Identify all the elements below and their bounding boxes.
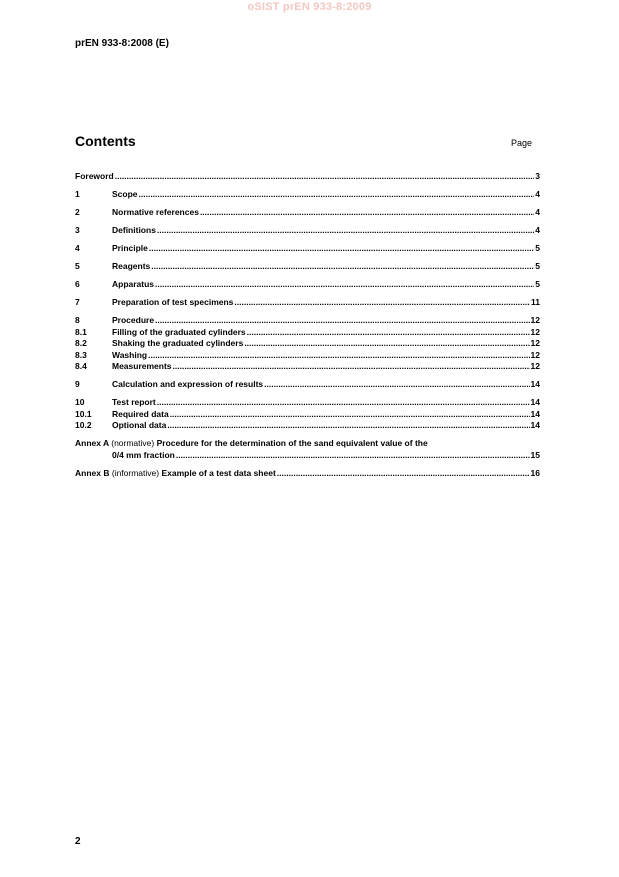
toc-entry-foreword[interactable]: [75, 171, 540, 183]
document-id: prEN 933-8:2008 (E): [75, 38, 169, 49]
toc-entry-page: 5: [535, 243, 540, 253]
annex-title-continued: 0/4 mm fraction: [112, 449, 175, 460]
toc-entry-title: Measurements: [112, 361, 172, 371]
toc-entry-10-1[interactable]: [75, 409, 540, 421]
table-of-contents: [75, 171, 540, 479]
page-column-label: Page: [511, 138, 533, 148]
toc-entry-title: Filling of the graduated cylinders: [112, 326, 246, 337]
toc-leader-dots: [170, 409, 530, 421]
toc-entry-9[interactable]: [75, 379, 540, 391]
toc-entry-8[interactable]: [75, 315, 540, 327]
toc-leader-dots: [277, 468, 530, 480]
toc-annex-b[interactable]: [75, 468, 540, 480]
toc-entry-3[interactable]: [75, 225, 540, 237]
toc-entry-number: 2: [75, 207, 80, 217]
toc-entry-page: 12: [530, 315, 540, 325]
toc-leader-dots: [176, 450, 530, 462]
toc-entry-number: 10: [75, 397, 85, 407]
toc-entry-page: 4: [535, 189, 540, 199]
toc-leader-dots: [139, 189, 535, 201]
toc-entry-number: 1: [75, 189, 80, 199]
toc-entry-8-4[interactable]: [75, 361, 540, 373]
annex-title: Procedure for the determination of the sand equivalent value of the: [156, 438, 428, 448]
toc-entry-10-2[interactable]: [75, 420, 540, 432]
annex-title: Example of a test data sheet: [161, 467, 276, 478]
toc-leader-dots: [157, 397, 530, 409]
toc-leader-dots: [200, 207, 534, 219]
toc-annex-a-line2[interactable]: [75, 450, 540, 462]
toc-entry-title: Calculation and expression of results: [112, 379, 264, 389]
toc-annex-a-line1[interactable]: [75, 438, 540, 450]
toc-entry-number: 8.1: [75, 326, 87, 337]
toc-entry-page: 14: [530, 408, 540, 419]
toc-entry-page: 12: [530, 326, 540, 337]
toc-entry-number: 8.4: [75, 361, 87, 371]
footer-page-number: 2: [75, 836, 81, 847]
toc-entry-5[interactable]: [75, 261, 540, 273]
toc-entry-title: Principle: [112, 243, 148, 253]
toc-entry-title: Scope: [112, 189, 138, 199]
toc-entry-title: Test report: [112, 397, 156, 407]
toc-entry-page: 15: [530, 449, 540, 460]
toc-entry-10[interactable]: [75, 397, 540, 409]
toc-entry-number: 8: [75, 315, 80, 325]
annex-type: (informative): [111, 467, 160, 478]
toc-entry-page: 14: [530, 379, 540, 389]
toc-entry-title: Shaking the graduated cylinders: [112, 338, 244, 348]
toc-entry-page: 12: [530, 349, 540, 360]
toc-entry-title: Definitions: [112, 225, 156, 235]
toc-entry-8-1[interactable]: [75, 327, 540, 339]
toc-entry-number: 4: [75, 243, 80, 253]
watermark: oSIST prEN 933-8:2009: [247, 1, 372, 13]
toc-entry-page: 12: [530, 338, 540, 348]
toc-leader-dots: [244, 338, 529, 350]
toc-leader-dots: [149, 243, 534, 255]
toc-entry-number: 3: [75, 225, 80, 235]
toc-entry-title: Procedure: [112, 315, 155, 325]
toc-entry-8-3[interactable]: [75, 350, 540, 362]
annex-label: Annex B (informative): [75, 467, 160, 478]
toc-entry-page: 14: [530, 397, 540, 407]
annex-label: Annex A (normative): [75, 438, 155, 448]
toc-leader-dots: [115, 171, 535, 183]
toc-entry-4[interactable]: [75, 243, 540, 255]
contents-title: Contents: [75, 133, 136, 149]
toc-leader-dots: [155, 315, 529, 327]
toc-entry-title: Apparatus: [112, 279, 155, 289]
toc-leader-dots: [157, 225, 534, 237]
toc-entry-number: 5: [75, 261, 80, 271]
toc-entry-number: 6: [75, 279, 80, 289]
toc-entry-number: 8.2: [75, 338, 87, 348]
toc-entry-page: 16: [530, 467, 540, 478]
toc-entry-number: 7: [75, 297, 80, 307]
toc-entry-number: 9: [75, 379, 80, 389]
toc-leader-dots: [155, 279, 534, 291]
toc-entry-1[interactable]: [75, 189, 540, 201]
annex-type: (normative): [111, 438, 155, 448]
toc-leader-dots: [167, 420, 529, 432]
toc-entry-title: Preparation of test specimens: [112, 297, 234, 307]
toc-entry-7[interactable]: [75, 297, 540, 309]
toc-leader-dots: [151, 261, 534, 273]
toc-entry-page: 4: [535, 207, 540, 217]
toc-entry-6[interactable]: [75, 279, 540, 291]
toc-entry-number: 10.2: [75, 420, 92, 430]
toc-entry-title: Washing: [112, 349, 148, 360]
toc-entry-page: 14: [530, 420, 540, 430]
toc-entry-number: 10.1: [75, 408, 92, 419]
toc-entry-2[interactable]: [75, 207, 540, 219]
toc-entry-page: 11: [531, 297, 540, 307]
toc-entry-number: 8.3: [75, 349, 87, 360]
toc-leader-dots: [264, 379, 529, 391]
toc-entry-title: Required data: [112, 408, 169, 419]
toc-entry-page: 4: [535, 225, 540, 235]
toc-entry-title: Reagents: [112, 261, 151, 271]
toc-entry-title: Normative references: [112, 207, 199, 217]
toc-leader-dots: [173, 361, 530, 373]
toc-entry-8-2[interactable]: [75, 338, 540, 350]
toc-entry-title: Optional data: [112, 420, 167, 430]
toc-leader-dots: [247, 327, 530, 339]
toc-leader-dots: [234, 297, 530, 309]
toc-leader-dots: [148, 350, 529, 362]
toc-entry-page: 5: [535, 261, 540, 271]
toc-entry-page: 5: [535, 279, 540, 289]
toc-entry-page: 12: [530, 361, 540, 371]
toc-entry-page: 3: [535, 171, 540, 181]
toc-entry-title: Foreword: [75, 171, 114, 181]
